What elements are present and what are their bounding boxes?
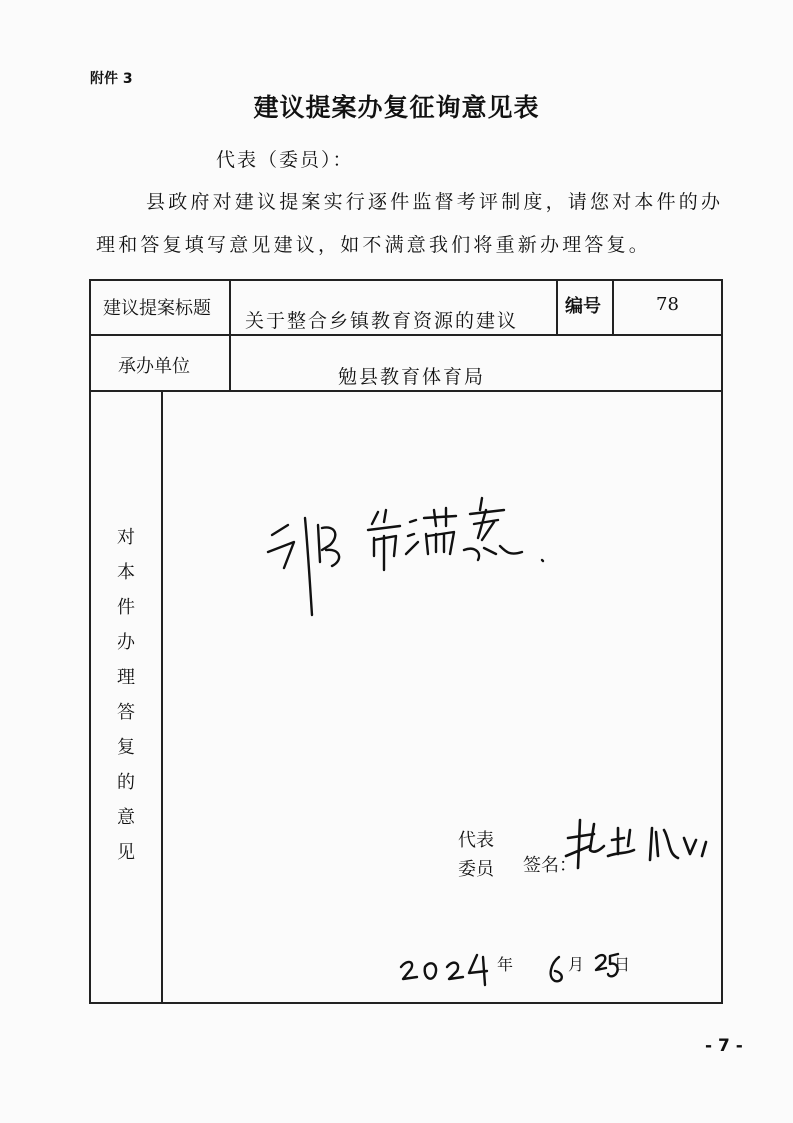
- opinion-label-char: 办: [117, 632, 135, 653]
- date-year-suffix: 年: [497, 955, 514, 974]
- opinion-label-char: 对: [117, 527, 135, 548]
- opinion-vertical-label: [101, 520, 151, 870]
- page-number: - 7 -: [705, 1036, 743, 1056]
- table-row-divider-1: [89, 334, 723, 336]
- opinion-label-char: 复: [117, 737, 135, 758]
- proposal-number-label: 编号: [565, 296, 601, 317]
- page-title: 建议提案办复征询意见表: [253, 93, 540, 122]
- signature-label: 签名：: [523, 855, 577, 876]
- opinion-label-char: 答: [117, 702, 135, 723]
- table-col-divider-opinion: [161, 390, 163, 1004]
- signature-role-representative: 代表: [458, 830, 494, 851]
- handwritten-opinion: [260, 490, 550, 620]
- date-month-suffix: 月: [568, 955, 585, 974]
- handling-unit-value: 勉县教育体育局: [338, 366, 486, 388]
- opinion-label-char: 本: [117, 562, 135, 583]
- date-day-suffix: 日: [614, 955, 631, 974]
- handling-unit-label: 承办单位: [118, 356, 190, 377]
- salutation: 代表（委员）：: [216, 149, 354, 171]
- opinion-label-char: 理: [117, 667, 135, 688]
- intro-paragraph-line-1: 县政府对建议提案实行逐件监督考评制度，请您对本件的办: [146, 191, 724, 213]
- table-border-top: [89, 279, 723, 281]
- proposal-title-label: 建议提案标题: [103, 298, 211, 319]
- opinion-label-char: 意: [117, 807, 135, 828]
- opinion-label-char: 件: [117, 597, 135, 618]
- table-col-divider-number-label: [556, 279, 558, 335]
- table-col-divider-number-value: [612, 279, 614, 335]
- table-col-divider-label: [229, 279, 231, 391]
- opinion-label-char: 的: [117, 772, 135, 793]
- table-border-right: [721, 279, 723, 1004]
- proposal-number-value: 78: [656, 294, 679, 315]
- table-border-bottom: [89, 1002, 723, 1004]
- opinion-label-char: 见: [117, 842, 135, 863]
- table-border-left: [89, 279, 91, 1004]
- proposal-title-value: 关于整合乡镇教育资源的建议: [245, 310, 519, 332]
- intro-paragraph-line-2: 理和答复填写意见建议，如不满意我们将重新办理答复。: [96, 234, 652, 256]
- attachment-label: 附件 3: [90, 71, 133, 87]
- handwritten-signature: [560, 810, 730, 880]
- signature-role-member: 委员: [458, 859, 494, 880]
- table-row-divider-2: [89, 390, 723, 392]
